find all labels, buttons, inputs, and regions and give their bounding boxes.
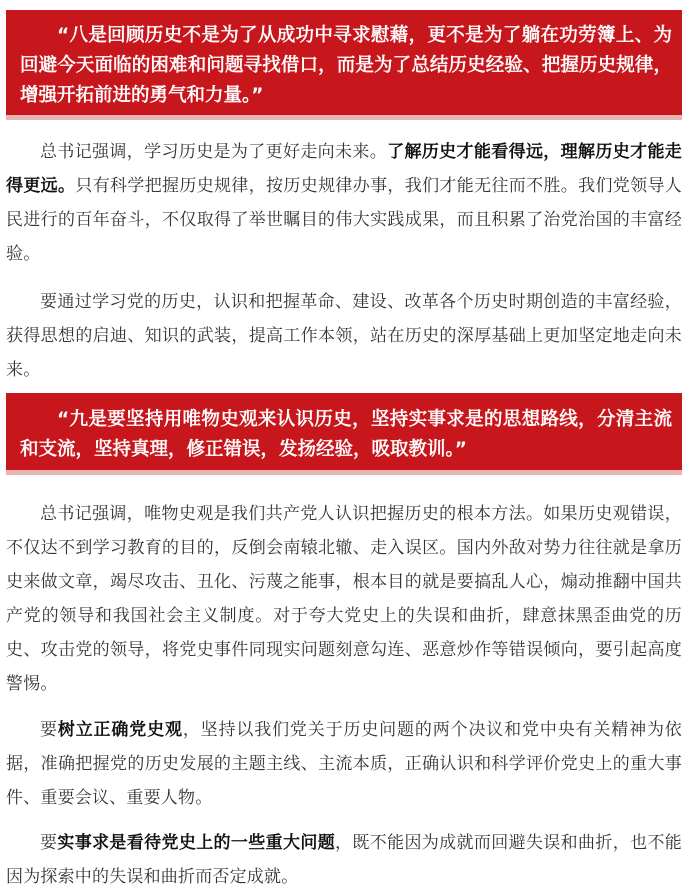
- paragraph-5-lead: 要: [40, 833, 58, 853]
- quote-8-text: “八是回顾历史不是为了从成功中寻求慰藉，更不是为了躺在功劳簿上、为回避今天面临的困难和问题寻找借口，而是为了总结历史经验、把握历史规律，增强开拓前进的勇气和力量。”: [20, 25, 672, 106]
- paragraph-4: [6, 713, 682, 815]
- quote-banner-9-shadow: [6, 470, 682, 475]
- paragraph-2: 要通过学习党的历史，认识和把握革命、建设、改革各个历史时期创造的丰富经验，获得思想的启迪、知识的武装，提高工作本领，站在历史的深厚基础上更加坚定地走向未来。: [6, 292, 682, 380]
- quote-9-text: “九是要坚持用唯物史观来认识历史，坚持实事求是的思想路线，分清主流和支流，坚持真理，修正错误，发扬经验，吸取教训。”: [20, 409, 672, 460]
- paragraph-5: [6, 826, 682, 894]
- paragraph-5-rest: ，既不能因为成就而回避失误和曲折，也不能因为探索中的失误和曲折而否定成就。: [6, 833, 682, 887]
- paragraph-1-lead: 总书记强调，学习历史是为了更好走向未来。: [40, 142, 388, 162]
- paragraph-4-lead: 要: [40, 720, 58, 740]
- paragraph-1-rest: 只有科学把握历史规律，按历史规律办事，我们才能无往而不胜。我们党领导人民进行的百年奋斗，不仅取得了举世瞩目的伟大实践成果，而且积累了治党治国的丰富经验。: [6, 176, 682, 264]
- quote-banner-9: [6, 393, 682, 470]
- paragraph-1-emphasis: 了解历史才能看得远，理解历史才能走得更远。: [6, 142, 682, 196]
- paragraph-5-emphasis: 实事求是看待党史上的一些重大问题: [57, 833, 336, 853]
- paragraph-4-emphasis: 树立正确党史观: [57, 720, 183, 740]
- quote-banner-8: [6, 10, 682, 115]
- paragraph-4-rest: ，坚持以我们党关于历史问题的两个决议和党中央有关精神为依据，准确把握党的历史发展的主题主线、主流本质，正确认识和科学评价党史上的重大事件、重要会议、重要人物。: [6, 720, 683, 808]
- paragraph-1: [6, 135, 682, 271]
- quote-banner-8-shadow: [6, 115, 682, 120]
- paragraph-3: 总书记强调，唯物史观是我们共产党人认识把握历史的根本方法。如果历史观错误，不仅达不到学习教育的目的，反倒会南辕北辙、走入误区。国内外敌对势力往往就是拿历史来做文章，竭尽攻击、丑化、污蔑之能事，根本目的就是要搞乱人心，煽动推翻中国共产党的领导和我国社会主义制度。对于夸大党史上的失误和曲折，肆意抹黑歪曲党的历史、攻击党的领导，将党史事件同现实问题刻意勾连、恶意炒作等错误倾向，要引起高度警惕。: [6, 504, 682, 694]
